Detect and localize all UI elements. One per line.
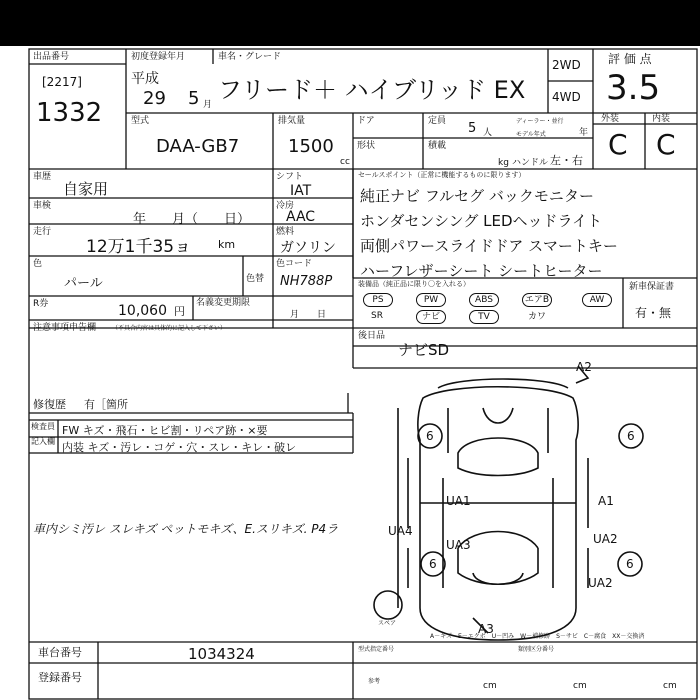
capacity-label: 定員 (428, 116, 447, 126)
sales-line-4: ハーフレザーシート シートヒーター (360, 262, 603, 280)
sales-label: セールスポイント（正常に機能するものに限ります） (358, 171, 526, 179)
use-label: 車歴 (33, 172, 52, 182)
type-class-label: 類別区分番号 (518, 646, 555, 653)
repair-value: 有［箇所 (84, 398, 128, 411)
mileage-label: 走行 (33, 227, 52, 237)
sales-line-2: ホンダセンシング LEDヘッドライト (360, 212, 603, 230)
interior-label: 内装 (652, 114, 671, 124)
accessories-label: 後日品 (358, 331, 386, 341)
dealer-label: ディーラー・並行 (516, 118, 564, 125)
disp-label: 排気量 (278, 116, 306, 126)
model-grade-label: 車名・グレード (218, 52, 282, 62)
color-value: パール (64, 276, 103, 291)
drive-2wd: 2WD (552, 58, 581, 72)
mark-a1: A1 (598, 494, 614, 508)
lot-number: 1332 (36, 98, 103, 128)
first-reg-label: 初度登録年月 (131, 52, 186, 62)
equipment-label: 装備品（純正品に限り〇を入れる） (358, 280, 470, 288)
auction-sheet (28, 48, 698, 700)
equip-airbag: エアB (522, 293, 552, 307)
disp-value: 1500 (288, 136, 334, 157)
reg-number-label: 登録番号 (38, 671, 82, 684)
door-label: ドア (357, 116, 375, 126)
model-year-label: モデル年式 (516, 131, 546, 138)
load-label: 積載 (428, 141, 447, 151)
mark-6-front-left: 6 (426, 429, 434, 443)
new-record-label: 新車保証書 (629, 282, 675, 292)
lot-sub: [2217] (42, 75, 82, 89)
inspection-value: 年 月（ 日） (133, 212, 251, 227)
year-unit: 年 (579, 128, 589, 138)
sales-line-1: 純正ナビ フルセグ バックモニター (360, 187, 594, 205)
mark-ua2-rear: UA2 (588, 576, 613, 590)
reg-month: 5 (188, 88, 200, 109)
chassis-label: 車台番号 (38, 646, 82, 659)
sales-line-3: 両側パワースライドドア スマートキー (360, 237, 618, 255)
type-label: 型式 (131, 116, 150, 126)
equip-aw: AW (582, 293, 612, 307)
use-value: 自家用 (63, 180, 109, 198)
drive-4wd: 4WD (552, 90, 581, 104)
warranty-label: 名義変更期限 (196, 298, 251, 308)
inspector-row-2: 内装 キズ・汚レ・コゲ・穴・スレ・キレ・破レ (62, 441, 297, 454)
lot-label: 出品番号 (33, 52, 70, 62)
cm-label-2: cm (573, 681, 587, 691)
capacity-value: 5 (468, 121, 477, 136)
mark-a3: A3 (478, 622, 494, 636)
inspection-label: 車検 (33, 201, 52, 211)
shape-label: 形状 (357, 141, 376, 151)
fuel-value: ガソリン (280, 240, 336, 256)
r-label: R券 (33, 299, 49, 309)
new-record-value: 有・無 (635, 306, 672, 320)
mileage-value: 12万1千35ョ (86, 237, 192, 257)
top-black-bar (0, 0, 700, 46)
handle-value: 左・右 (550, 154, 583, 167)
overall-grade: 3.5 (606, 68, 661, 108)
mileage-unit: km (218, 238, 236, 251)
mark-ua2-right: UA2 (593, 532, 618, 546)
month-unit: 月 (203, 100, 213, 110)
equip-navi: ナビ (416, 310, 446, 324)
interior-grade: C (656, 128, 676, 161)
accessories-value: ナビSD (398, 341, 450, 359)
mark-6-rear-left: 6 (429, 557, 437, 571)
shift-value: IAT (290, 183, 312, 199)
mark-6-front-right: 6 (627, 429, 635, 443)
equip-abs: ABS (469, 293, 499, 307)
type-code: DAA-GB7 (156, 136, 240, 157)
equip-sr: SR (371, 311, 383, 321)
equip-leather: カワ (528, 312, 547, 322)
inspector-comment: 車内シミ汚レ スレキズ ペットモキズ、E.スリキズ. P4ラ (33, 522, 339, 536)
disp-unit: cc (340, 157, 350, 167)
color-code-value: NH788P (280, 274, 333, 289)
handle-label: ハンドル (512, 158, 549, 168)
model-name: フリード＋ ハイブリッド EX (218, 76, 526, 104)
mark-ua3: UA3 (446, 538, 471, 552)
inspector-label-2: 記入欄 (31, 437, 55, 446)
damage-legend: A－キズ E－エクボ U－凹み W－補修跡 S－サビ C－腐食 XX－交換済 (430, 633, 645, 640)
color-label: 色 (33, 259, 43, 269)
spare-label: スペア (378, 620, 397, 627)
ref-label: 参考 (368, 678, 381, 685)
kg-label: kg (498, 158, 509, 168)
mark-ua4: UA4 (388, 524, 413, 538)
type-spec-label: 型式指定番号 (358, 646, 395, 653)
r-value: 10,060 (118, 303, 167, 319)
equip-ps: PS (363, 293, 393, 307)
equip-tv: TV (469, 310, 499, 324)
inspector-label-1: 検査員 (31, 422, 55, 431)
mark-a2-top: A2 (576, 360, 592, 374)
exterior-grade: C (608, 128, 628, 161)
notes-label: 注意事項申告欄 (33, 323, 97, 333)
color-code-label: 色コード (276, 259, 313, 269)
ac-value: AAC (286, 209, 316, 225)
mark-ua1: UA1 (446, 494, 471, 508)
exterior-label: 外装 (601, 114, 620, 124)
cm-label-1: cm (483, 681, 497, 691)
warranty-value: 月 日 (290, 310, 327, 320)
mark-6-rear-right: 6 (626, 557, 634, 571)
capacity-unit: 人 (483, 128, 493, 138)
repair-label: 修復歴 (33, 398, 66, 411)
shift-label: シフト (276, 172, 304, 182)
inspector-row-1: FW キズ・飛石・ヒビ割・リペア跡・×要 (62, 424, 268, 437)
color-change-label: 色替 (246, 274, 265, 284)
ac-label: 冷房 (276, 201, 295, 211)
equip-pw: PW (416, 293, 446, 307)
era: 平成 (131, 71, 159, 87)
reg-year: 29 (143, 88, 166, 109)
cm-label-3: cm (663, 681, 677, 691)
grade-label: 評 価 点 (608, 52, 652, 66)
chassis-value: 1034324 (188, 645, 255, 663)
r-unit: 円 (174, 305, 185, 318)
notes-sub: （不具合内容は具体的に記入して下さい） (112, 325, 227, 332)
fuel-label: 燃料 (276, 227, 295, 237)
